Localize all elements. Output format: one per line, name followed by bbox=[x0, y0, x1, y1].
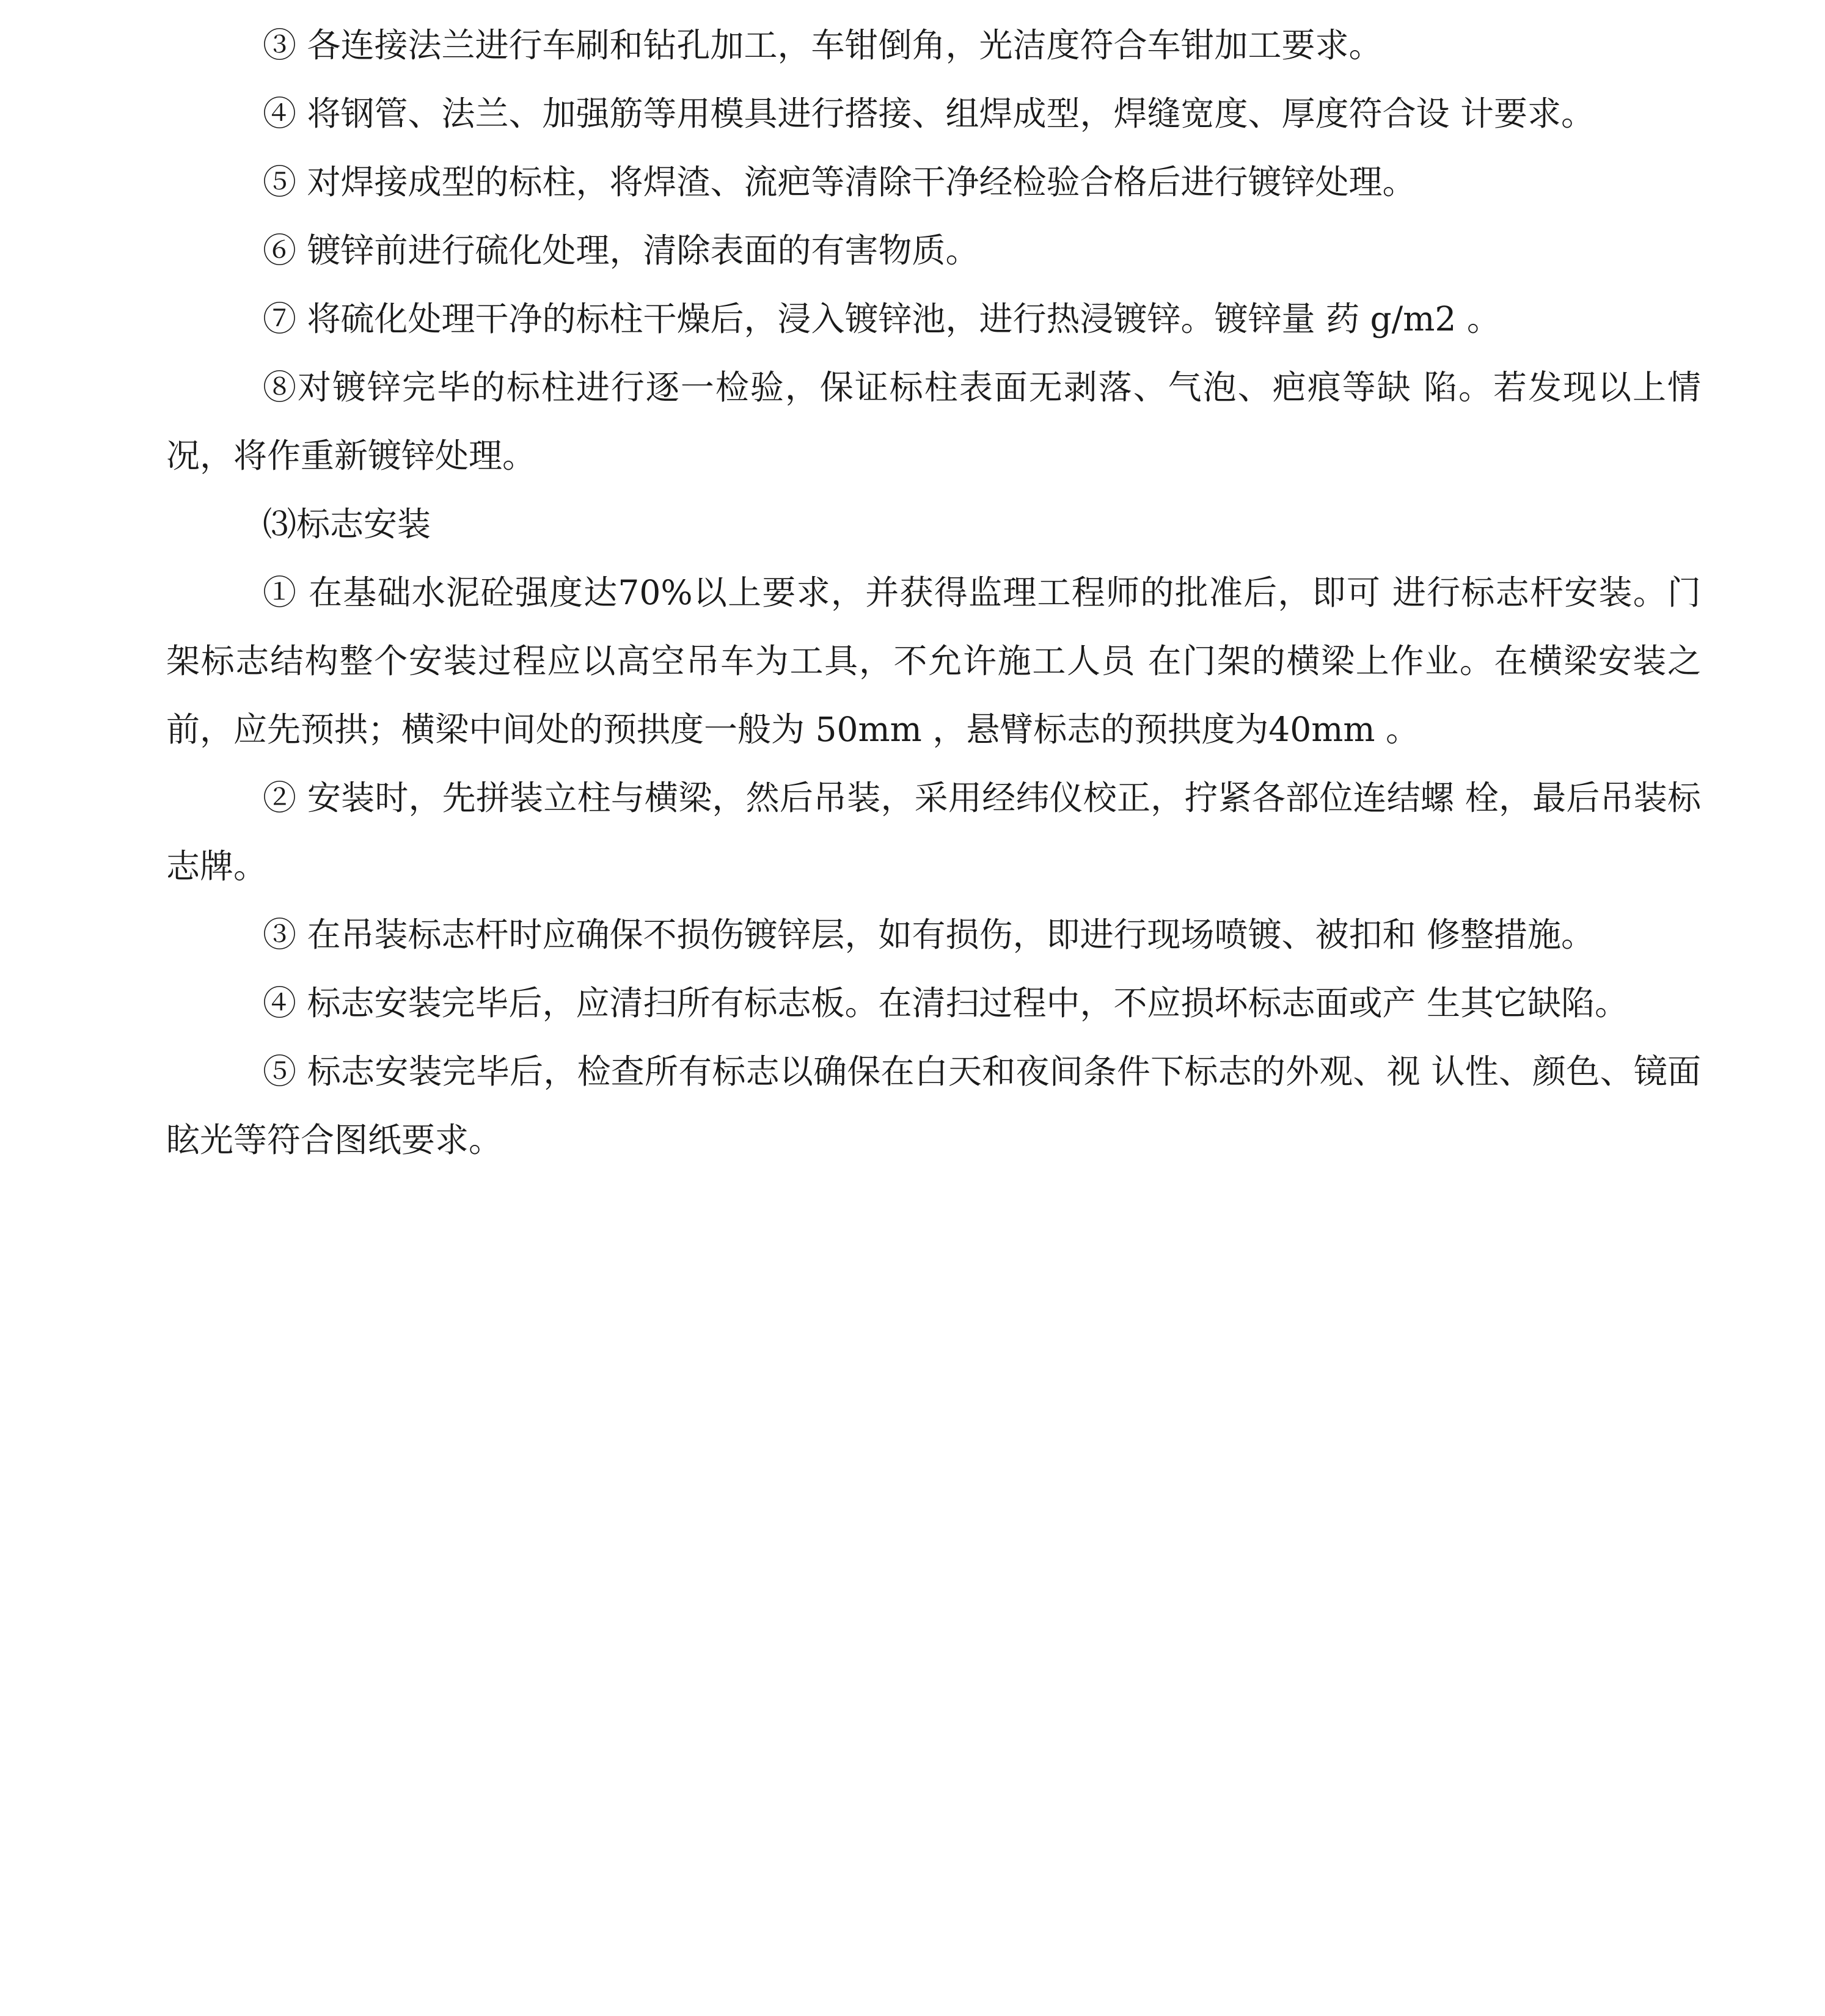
paragraph-step-5-cleaning: ⑤ 对焊接成型的标柱，将焊渣、流疤等清除干净经检验合格后进行镀锌处理。 bbox=[263, 163, 1416, 202]
paragraph-install-step-1: ① 在基础水泥砼强度达70%以上要求，并获得监理工程师的批准后，即可 进行标志杆安装。门架标志结构整个安装过程应以高空吊车为工具，不允许施工人员 在门架的横梁上作业。在横梁安装之前，应先预拱；横梁中间处的预拱度一般为 50mm ，悬臂标志的预拱度为40mm 。 bbox=[166, 573, 1701, 749]
paragraph-step-3-flange: ③ 各连接法兰进行车刷和钻孔加工，车钳倒角，光洁度符合车钳加工要求。 bbox=[263, 26, 1383, 65]
paragraph-install-step-4: ④ 标志安装完毕后，应清扫所有标志板。在清扫过程中，不应损坏标志面或产 生其它缺陷。 bbox=[263, 984, 1628, 1023]
document-body bbox=[166, 11, 1701, 1174]
paragraph-install-step-2: ② 安装时，先拼装立柱与横梁，然后吊装，采用经纬仪校正，拧紧各部位连结螺 栓，最后吊装标志牌。 bbox=[166, 778, 1701, 886]
section-heading-sign-installation: ⑶标志安装 bbox=[263, 505, 431, 544]
paragraph-install-step-5: ⑤ 标志安装完毕后，检查所有标志以确保在白天和夜间条件下标志的外观、视 认性、颜色、镜面眩光等符合图纸要求。 bbox=[166, 1052, 1701, 1160]
paragraph-step-7-galvanizing: ⑦ 将硫化处理干净的标柱干燥后，浸入镀锌池，进行热浸镀锌。镀锌量 药 g/m2 。 bbox=[263, 299, 1501, 338]
paragraph-step-4-welding: ④ 将钢管、法兰、加强筋等用模具进行搭接、组焊成型，焊缝宽度、厚度符合设 计要求。 bbox=[263, 94, 1595, 133]
paragraph-install-step-3: ③ 在吊装标志杆时应确保不损伤镀锌层，如有损伤，即进行现场喷镀、被扣和 修整措施。 bbox=[263, 915, 1595, 954]
paragraph-step-8-inspection: ⑧对镀锌完毕的标柱进行逐一检验，保证标柱表面无剥落、气泡、疤痕等缺 陷。若发现以上情况，将作重新镀锌处理。 bbox=[166, 368, 1701, 475]
paragraph-step-6-sulfurizing: ⑥ 镀锌前进行硫化处理，清除表面的有害物质。 bbox=[263, 231, 979, 270]
